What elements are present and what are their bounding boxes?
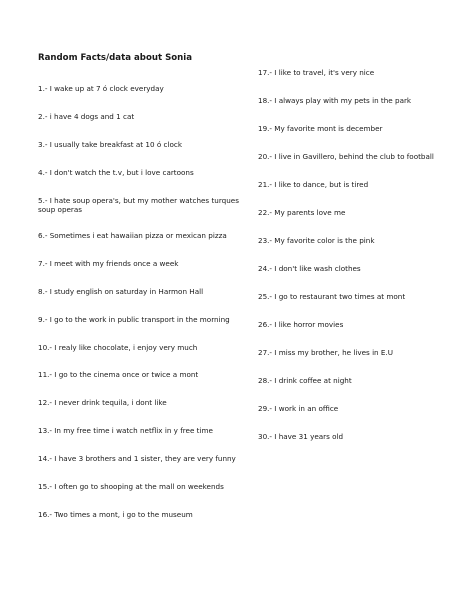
- fact-item: 9.- I go to the work in public transport in the morning: [38, 315, 230, 324]
- fact-item: 8.- I study english on saturday in Harmon Hall: [38, 287, 204, 296]
- fact-item: 29.- I work in an office: [258, 404, 339, 413]
- fact-item: 1.- I wake up at 7 ó clock everyday: [38, 84, 164, 93]
- document-title: Random Facts/data about Sonia: [38, 53, 193, 63]
- fact-item: 26.- I like horror movies: [258, 320, 344, 329]
- fact-item: 17.- I like to travel, it's very nice: [258, 68, 375, 77]
- fact-item: 12.- I never drink tequila, i dont like: [38, 398, 167, 407]
- fact-item: 18.- I always play with my pets in the park: [258, 96, 412, 105]
- fact-item: 30.- I have 31 years old: [258, 432, 344, 441]
- fact-item: 7.- I meet with my friends once a week: [38, 259, 179, 268]
- fact-item: 3.- I usually take breakfast at 10 ó clock: [38, 140, 182, 149]
- fact-item: 5.- I hate soup opera's, but my mother watches turques soup operas: [38, 196, 239, 214]
- fact-item: 6.- Sometimes i eat hawaiian pizza or mexican pizza: [38, 231, 227, 240]
- fact-item: 16.- Two times a mont, i go to the museum: [38, 510, 193, 519]
- fact-item: 21.- I like to dance, but is tired: [258, 180, 369, 189]
- fact-item: 13.- In my free time i watch netflix in y free time: [38, 426, 213, 435]
- fact-item: 25.- I go to restaurant two times at mont: [258, 292, 406, 301]
- fact-item: 27.- I miss my brother, he lives in E.U: [258, 348, 393, 357]
- fact-item: 15.- I often go to shooping at the mall on weekends: [38, 482, 224, 491]
- fact-item: 23.- My favorite color is the pink: [258, 236, 375, 245]
- fact-item: 28.- I drink coffee at night: [258, 376, 352, 385]
- fact-item: 2.- i have 4 dogs and 1 cat: [38, 112, 135, 121]
- fact-item: 19.- My favorite mont is december: [258, 124, 383, 133]
- fact-item: 11.- I go to the cinema once or twice a mont: [38, 370, 199, 379]
- fact-item: 4.- I don't watch the t.v, but i love cartoons: [38, 168, 194, 177]
- fact-item: 24.- I don't like wash clothes: [258, 264, 361, 273]
- fact-item: 14.- I have 3 brothers and 1 sister, they are very funny: [38, 454, 236, 463]
- fact-item: 20.- I live in Gavillero, behind the club to football: [258, 152, 434, 161]
- fact-item: 22.- My parents love me: [258, 208, 346, 217]
- fact-item: 10.- I realy like chocolate, i enjoy very much: [38, 343, 198, 352]
